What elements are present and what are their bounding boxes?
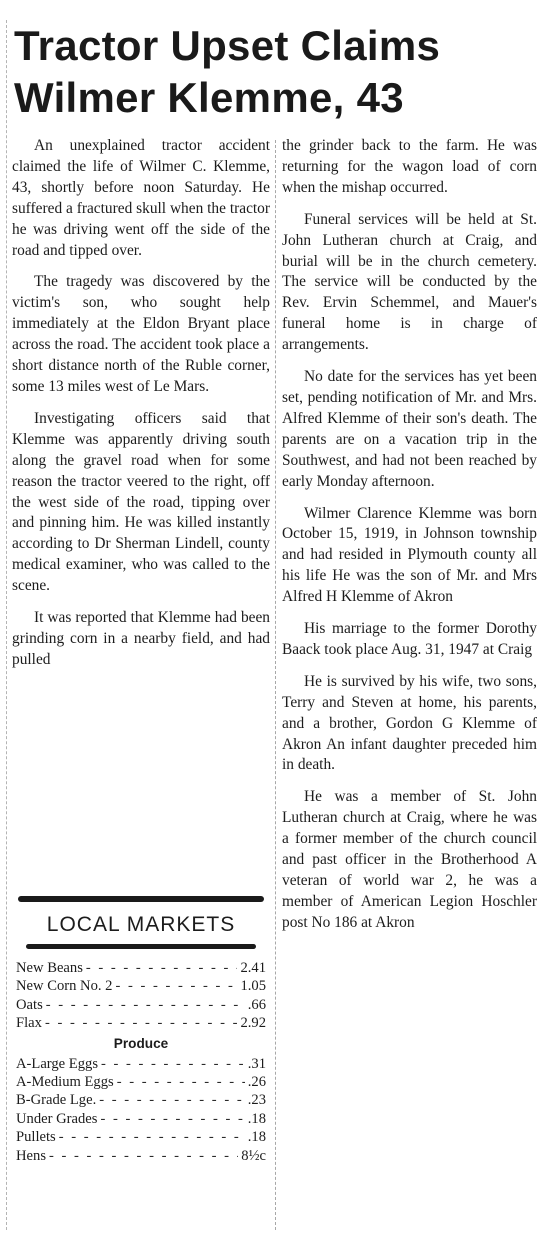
article-paragraph-4: It was reported that Klemme had been grinding corn in a nearby field, and had pulled [12,609,270,668]
markets-title: LOCAL MARKETS [46,913,236,936]
article-paragraph-3: Investigating officers said that Klemme was apparently driving south along the gravel road when for some reason the tractor veered to the right, off the west side of the road, tipping over and pinning him. He was killed instantly according to Dr Sherman Lindell, county medical examiner, who was called to the scene. [12,409,270,595]
market-price: .31 [247,1055,266,1072]
column-separator [275,140,276,1230]
article-paragraph-8: Wilmer Clarence Klemme was born October 15, 1919, in Johnson township and had resided in Plymouth county all his life He was the son of Mr. and Mrs Alfred H Klemme of Akron [282,504,537,606]
leader-dots [99,1091,245,1109]
market-label: Flax [16,1015,42,1032]
left-column [12,136,270,682]
market-row [12,1014,270,1032]
market-row [12,977,270,995]
leader-dots [49,1147,238,1165]
market-price: 2.92 [240,1015,266,1032]
market-label: A-Medium Eggs [16,1074,114,1091]
local-markets-box [12,896,270,1165]
article-paragraph-5: the grinder back to the farm. He was returning for the wagon load of corn when the mishap occurred. [282,137,537,196]
market-price: 8½c [241,1147,266,1164]
market-label: Pullets [16,1129,56,1146]
market-price: .18 [247,1110,266,1127]
market-row [12,1110,270,1128]
article-paragraph-9: His marriage to the former Dorothy Baack took place Aug. 31, 1947 at Craig [282,620,537,658]
leader-dots [86,959,238,977]
leader-dots [117,1073,245,1091]
market-row [12,1073,270,1091]
market-label: B-Grade Lge. [16,1092,97,1109]
market-label: New Corn No. 2 [16,978,113,995]
right-column [282,136,537,945]
market-price: .26 [247,1074,266,1091]
market-price: 1.05 [240,978,266,995]
article-paragraph-11: He was a member of St. John Lutheran church at Craig, where he was a former member of the church council and past officer in the Brotherhood A veteran of world war 2, he was a member of American Legion Hoschler post No 186 at Akron [282,788,537,931]
market-price: .23 [247,1092,266,1109]
clipping-edge-rule [6,20,7,1230]
headline: Tractor Upset Claims Wilmer Klemme, 43 [14,22,441,121]
market-row [12,996,270,1014]
article-paragraph-10: He is survived by his wife, two sons, Terry and Steven at home, his parents, and a brother, Gordon G Klemme of Akron An infant daughter preceded him in death. [282,672,537,774]
article-paragraph-6: Funeral services will be held at St. John Lutheran church at Craig, and burial will be in the church cemetery. The service will be conducted by the Rev. Ervin Schemmel, and Mauer's funeral home is in charge of arrangements. [282,210,537,354]
market-label: New Beans [16,960,83,976]
market-label: Under Grades [16,1110,98,1127]
market-price: .18 [247,1129,266,1146]
article-paragraph-7: No date for the services has yet been set, pending notification of Mr. and Mrs. Alfred Klemme of their son's death. The parents are on a vacation trip in the Southwest, and had not been reached by early Monday afternoon. [282,368,537,490]
leader-dots [101,1055,245,1073]
leader-dots [59,1128,245,1146]
leader-dots [45,1014,238,1032]
article-paragraph-2: The tragedy was discovered by the victim's son, who sought help immediately at the Eldon Bryant place across the road. The accident took place a short distance north of the Ruble corner, some 13 miles west of Le Mars. [12,273,270,395]
leader-dots [100,1110,244,1128]
market-label: Oats [16,996,43,1013]
leader-dots [115,977,237,995]
produce-heading: Produce [113,1035,169,1051]
leader-dots [46,996,245,1014]
market-row [12,1055,270,1073]
market-label: A-Large Eggs [16,1055,98,1072]
market-row [12,1147,270,1165]
markets-bottom-rule [26,944,256,949]
markets-top-rule [18,896,264,902]
market-price: .66 [247,996,266,1013]
market-row [12,1128,270,1146]
market-price: 2.41 [240,960,266,976]
market-row [12,959,270,977]
market-row [12,1091,270,1109]
article-paragraph-1: An unexplained tractor accident claimed the life of Wilmer C. Klemme, 43, shortly before noon Saturday. He suffered a fractured skull when the tractor he was driving went off the side of the road and tipped over. [12,137,270,259]
market-label: Hens [16,1147,46,1164]
